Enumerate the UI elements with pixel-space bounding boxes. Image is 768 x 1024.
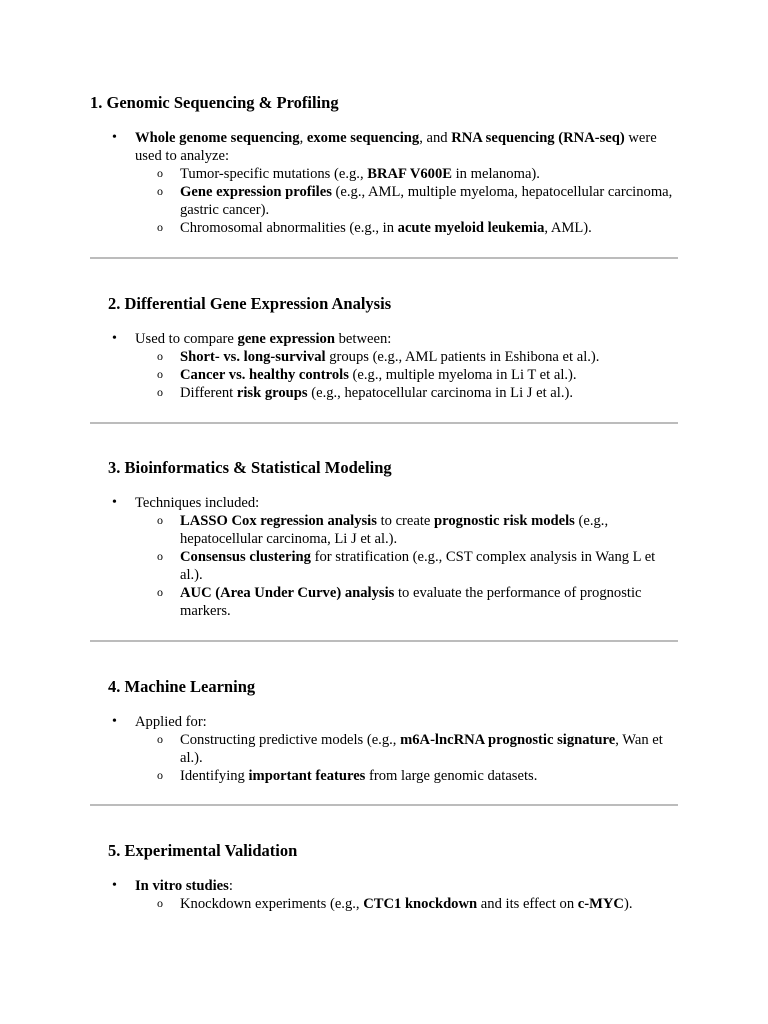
bullet-text: Used to compare gene expression between: (135, 331, 392, 347)
bullet-marker: • (112, 130, 117, 145)
horizontal-rule (90, 640, 678, 642)
horizontal-rule (90, 422, 678, 424)
section-2 (90, 294, 678, 402)
sub-item (135, 348, 678, 366)
section-5 (90, 841, 678, 913)
sub-marker: o (157, 549, 163, 563)
sub-item (135, 366, 678, 384)
sub-marker: o (157, 896, 163, 910)
sub-marker: o (157, 349, 163, 363)
bullet-marker: • (112, 878, 117, 893)
sub-marker: o (157, 166, 163, 180)
sub-text: LASSO Cox regression analysis to create prognostic risk models (e.g., hepatocellular carcinoma, Li J et al.). (180, 513, 609, 547)
bullet-item (90, 713, 678, 785)
sub-marker: o (157, 367, 163, 381)
sub-text: Gene expression profiles (e.g., AML, multiple myeloma, hepatocellular carcinoma, gastric cancer). (180, 184, 673, 218)
sub-text: Tumor-specific mutations (e.g., BRAF V600E in melanoma). (180, 166, 540, 182)
section-4 (90, 677, 678, 785)
sub-item (135, 731, 678, 767)
section-heading: 4. Machine Learning (108, 677, 256, 696)
sub-text: Cancer vs. healthy controls (e.g., multiple myeloma in Li T et al.). (180, 367, 577, 383)
horizontal-rule (90, 257, 678, 259)
bullet-marker: • (112, 495, 117, 510)
bullet-list (90, 713, 678, 785)
section-1 (90, 93, 678, 237)
bullet-list (90, 129, 678, 237)
sub-item (135, 895, 678, 913)
sub-marker: o (157, 385, 163, 399)
sub-marker: o (157, 513, 163, 527)
section-heading: 2. Differential Gene Expression Analysis (108, 294, 392, 313)
bullet-list (90, 330, 678, 402)
sub-item (135, 584, 678, 620)
section-heading: 1. Genomic Sequencing & Profiling (90, 93, 339, 112)
bullet-item (90, 129, 678, 237)
section-3 (90, 458, 678, 620)
sub-text: Different risk groups (e.g., hepatocellular carcinoma in Li J et al.). (180, 385, 573, 401)
bullet-text: In vitro studies: (135, 878, 233, 894)
bullet-marker: • (112, 714, 117, 729)
bullet-text: Whole genome sequencing, exome sequencing, and RNA sequencing (RNA-seq) were used to analyze: (135, 130, 657, 164)
sub-item (135, 548, 678, 584)
section-heading: 5. Experimental Validation (108, 841, 298, 860)
sub-marker: o (157, 585, 163, 599)
bullet-item (90, 494, 678, 620)
sub-marker: o (157, 768, 163, 782)
sub-item (135, 183, 678, 219)
sub-text: Consensus clustering for stratification (e.g., CST complex analysis in Wang L et al.). (180, 549, 656, 583)
sub-text: Knockdown experiments (e.g., CTC1 knockdown and its effect on c-MYC). (180, 896, 633, 912)
sub-item (135, 384, 678, 402)
bullet-text: Applied for: (135, 714, 207, 730)
sub-marker: o (157, 732, 163, 746)
sub-text: Constructing predictive models (e.g., m6A-lncRNA prognostic signature, Wan et al.). (180, 732, 663, 766)
horizontal-rule (90, 804, 678, 806)
bullet-list (90, 877, 678, 913)
sub-list (135, 165, 678, 237)
sub-item (135, 767, 678, 785)
sub-text: Chromosomal abnormalities (e.g., in acute myeloid leukemia, AML). (180, 220, 592, 236)
sub-list (135, 731, 678, 785)
sub-list (135, 348, 678, 402)
section-heading: 3. Bioinformatics & Statistical Modeling (108, 458, 392, 477)
sub-text: Short- vs. long-survival groups (e.g., AML patients in Eshibona et al.). (180, 349, 600, 365)
bullet-list (90, 494, 678, 620)
bullet-text: Techniques included: (135, 495, 260, 511)
sub-item (135, 219, 678, 237)
sub-item (135, 512, 678, 548)
sub-text: AUC (Area Under Curve) analysis to evaluate the performance of prognostic markers. (180, 585, 642, 619)
sub-marker: o (157, 184, 163, 198)
bullet-item (90, 877, 678, 913)
sub-list (135, 512, 678, 620)
sub-list (135, 895, 678, 913)
sub-marker: o (157, 220, 163, 234)
sub-item (135, 165, 678, 183)
bullet-item (90, 330, 678, 402)
sub-text: Identifying important features from large genomic datasets. (180, 768, 538, 784)
bullet-marker: • (112, 331, 117, 346)
